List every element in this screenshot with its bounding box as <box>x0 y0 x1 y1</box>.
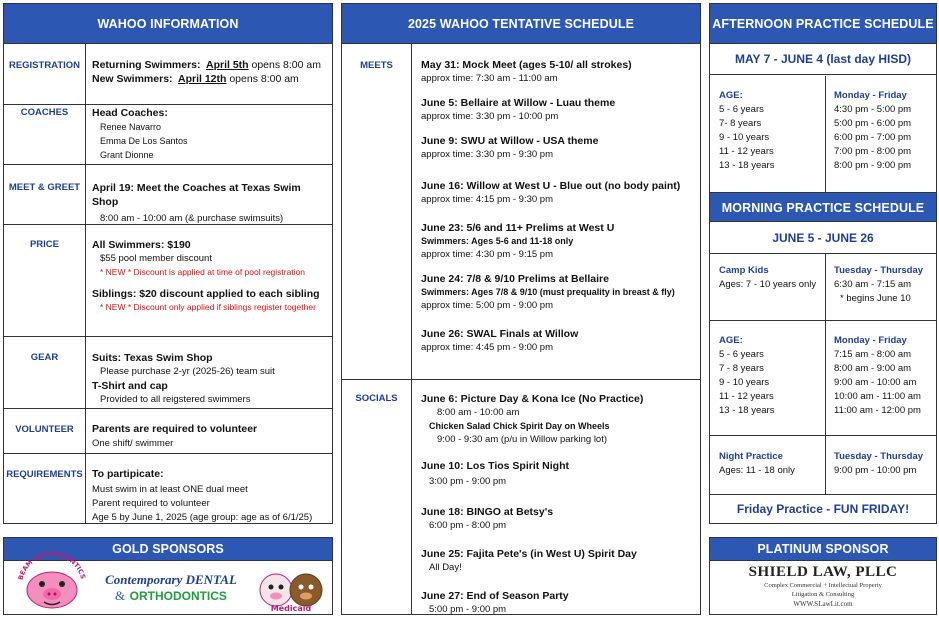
meet-item: June 23: 5/6 and 11+ Prelims at West U Swimmers: Ages 5-6 and 11-18 only approx time: 4:30 pm - 9:15 pm <box>421 222 615 260</box>
night-practice-times: Tuesday - Thursday 9:00 pm - 10:00 pm <box>834 451 924 476</box>
social-item: June 18: BINGO at Betsy's 6:00 pm - 8:00 pm <box>421 506 554 531</box>
coach-name: Renee Navarro <box>100 122 162 132</box>
coach-name: Emma De Los Santos <box>100 136 188 146</box>
wahoo-information-panel <box>3 3 333 524</box>
meet-item: June 26: SWAL Finals at Willow approx time: 4:45 pm - 9:00 pm <box>421 328 579 353</box>
siblings-discount: Siblings: $20 discount applied to each sibling <box>92 288 320 300</box>
meet-item: June 24: 7/8 & 9/10 Prelims at Bellaire Swimmers: Ages 7/8 & 9/10 (must prequality in breast & fly) approx time: 5:00 pm - 9:00 pm <box>421 273 675 311</box>
meet-greet-heading: April 19: Meet the Coaches at Texas Swim Shop <box>92 182 301 208</box>
meet-item: June 16: Willow at West U - Blue out (no body paint) approx time: 4:15 pm - 9:30 pm <box>421 180 681 205</box>
volunteer-heading: Parents are required to volunteer <box>92 423 258 435</box>
wahoo-information-title: WAHOO INFORMATION <box>4 4 332 44</box>
requirements-heading: To partipicate: <box>92 468 164 480</box>
shirt-detail: Provided to all reigstered swimmers <box>100 394 251 405</box>
meet-item: June 5: Bellaire at Willow - Luau theme approx time: 3:30 pm - 10:00 pm <box>421 97 616 122</box>
gear-row <box>4 337 332 409</box>
gear-label: GEAR <box>4 337 86 408</box>
contemporary-dental-logo <box>104 572 238 612</box>
schedule-panel <box>341 3 701 615</box>
siblings-note: * NEW * Discount only applied if siblings register together <box>100 302 316 312</box>
afternoon-ages: AGE: 5 - 6 years 7- 8 years 9 - 10 years 11 - 12 years 13 - 18 years <box>719 90 775 171</box>
meet-greet-label: MEET & GREET <box>4 165 86 224</box>
coaches-label: COACHES <box>4 105 86 164</box>
shirt-heading: T-Shirt and cap <box>92 380 168 392</box>
afternoon-times: Monday - Friday 4:30 pm - 5:00 pm 5:00 pm - 6:00 pm 6:00 pm - 7:00 pm 7:00 pm - 8:00 pm 8:00 pm - 9:00 pm <box>834 90 912 171</box>
registration-label: REGISTRATION <box>4 44 86 104</box>
shield-law-url: WWW.SLawLit.com <box>793 600 853 608</box>
suits-heading: Suits: Texas Swim Shop <box>92 352 213 364</box>
orthodontics-text: ORTHODONTICS <box>129 589 227 603</box>
morning-times: Monday - Friday 7:15 am - 8:00 am 8:00 am - 9:00 am 9:00 am - 10:00 am 10:00 am - 11:00 am 11:00 am - 12:00 pm <box>834 335 921 416</box>
requirements-label: REQUIREMENTS <box>4 454 86 524</box>
meet-greet-row <box>4 165 332 225</box>
afternoon-practice-title: AFTERNOON PRACTICE SCHEDULE <box>710 4 936 44</box>
requirement-line: Age 5 by June 1, 2025 (age group: age as of 6/1/25) <box>92 512 313 523</box>
camp-kids-group: Camp Kids Ages: 7 - 10 years only <box>719 265 817 290</box>
pool-member-discount: $55 pool member discount <box>100 253 212 264</box>
social-item: June 6: Picture Day & Kona Ice (No Practice) 8:00 am - 10:00 am Chicken Salad Chick Spirit Day on Wheels 9:00 - 9:30 am (p/u in Willow parking lot) <box>421 393 644 445</box>
meets-list <box>421 58 696 365</box>
socials-label: SOCIALS <box>355 393 398 404</box>
head-coaches-heading: Head Coaches: <box>92 107 168 119</box>
shield-law-line1: Complex Commercial + Intellectual Property <box>764 582 882 589</box>
price-label: PRICE <box>4 225 86 336</box>
coaches-row <box>4 105 332 165</box>
platinum-sponsor-panel <box>709 537 937 615</box>
social-item: June 27: End of Season Party 5:00 pm - 9:00 pm <box>421 590 569 615</box>
fun-friday-note: Friday Practice - FUN FRIDAY! <box>736 502 910 516</box>
coach-name: Grant Dionne <box>100 150 154 160</box>
social-item: June 25: Fajita Pete's (in West U) Spirit Day All Day! <box>421 548 637 573</box>
shield-law-name: SHIELD LAW, PLLC <box>748 564 898 580</box>
platinum-sponsor-title: PLATINUM SPONSOR <box>710 538 936 561</box>
gold-sponsors-title: GOLD SPONSORS <box>4 538 332 561</box>
requirements-row <box>4 454 332 524</box>
suits-detail: Please purchase 2-yr (2025-26) team suit <box>100 366 275 377</box>
cartoon-sponsor-logo <box>254 564 328 614</box>
shield-law-logo <box>710 564 936 609</box>
contemporary-amp: & <box>115 588 126 603</box>
morning-dates: JUNE 5 - JUNE 26 <box>710 222 936 254</box>
registration-row <box>4 44 332 105</box>
social-item: June 10: Los Tios Spirit Night 3:00 pm - 9:00 pm <box>421 460 569 487</box>
meet-greet-detail: 8:00 am - 10:00 am (& purchase swimsuits) <box>100 213 284 224</box>
camp-kids-times: Tuesday - Thursday 6:30 am - 7:15 am * begins June 10 <box>834 265 924 304</box>
meet-item: June 9: SWU at Willow - USA theme approx time: 3:30 pm - 9:30 pm <box>421 135 599 160</box>
afternoon-dates: MAY 7 - JUNE 4 (last day HISD) <box>710 44 936 75</box>
beam-logo-text: BEAM ORTHODONTICS <box>16 549 88 581</box>
price-row <box>4 225 332 337</box>
volunteer-detail: One shift/ swimmer <box>92 438 174 449</box>
discount-note: * NEW * Discount is applied at time of pool registration <box>100 267 306 277</box>
schedule-title: 2025 WAHOO TENTATIVE SCHEDULE <box>342 4 700 44</box>
gold-sponsors-panel <box>3 537 333 615</box>
morning-practice-title: MORNING PRACTICE SCHEDULE <box>710 192 936 222</box>
all-swimmers-price: All Swimmers: $190 <box>92 239 191 251</box>
contemporary-dental-text: Contemporary DENTAL <box>105 572 237 587</box>
cartoon-logo-text: Medicaid <box>270 604 312 613</box>
volunteer-row <box>4 409 332 454</box>
requirement-line: Must swim in at least ONE dual meet <box>92 484 248 495</box>
volunteer-label: VOLUNTEER <box>4 409 86 453</box>
beam-orthodontics-logo <box>14 546 90 612</box>
requirement-line: Parent required to volunteer <box>92 498 210 509</box>
shield-law-line2: Litigation & Consulting <box>791 591 855 598</box>
returning-swimmers-line: Returning Swimmers: April 5th opens 8:00 am <box>92 59 321 71</box>
socials-list <box>421 392 696 615</box>
new-swimmers-line: New Swimmers: April 12th opens 8:00 am <box>92 73 299 85</box>
meet-item: May 31: Mock Meet (ages 5-10/ all strokes) approx time: 7:30 am - 11:00 am <box>421 59 632 84</box>
morning-ages: AGE: 5 - 6 years 7 - 8 years 9 - 10 years 11 - 12 years 13 - 18 years <box>719 335 775 416</box>
meets-label: MEETS <box>360 60 393 71</box>
night-practice-group: Night Practice Ages: 11 - 18 only <box>719 451 795 476</box>
practice-schedule-panel <box>709 3 937 524</box>
